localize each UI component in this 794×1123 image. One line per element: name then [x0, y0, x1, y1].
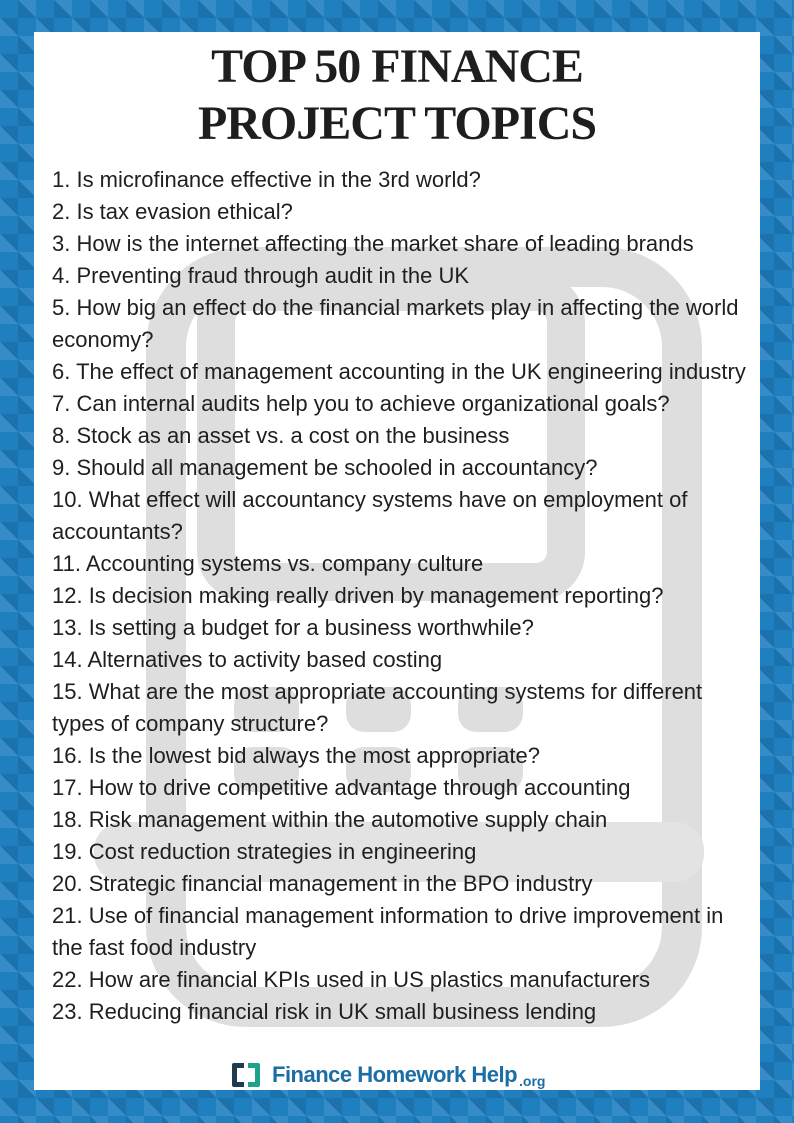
list-item: 3. How is the internet affecting the market share of leading brands: [52, 231, 694, 256]
list-item: 1. Is microfinance effective in the 3rd world?: [52, 167, 481, 192]
list-item: 23. Reducing financial risk in UK small business lending: [52, 999, 597, 1024]
list-item: 12. Is decision making really driven by management reporting?: [52, 583, 664, 608]
brand-name: Finance Homework Help: [272, 1062, 518, 1087]
list-item: 6. The effect of management accounting in the UK engineering industry: [52, 359, 746, 384]
list-item: 5. How big an effect do the financial markets play in affecting the world economy?: [52, 295, 739, 352]
list-item: 10. What effect will accountancy systems have on employment of accountants?: [52, 487, 688, 544]
content-card: [34, 32, 760, 1090]
list-item: 16. Is the lowest bid always the most appropriate?: [52, 743, 540, 768]
list-item: 11. Accounting systems vs. company culture: [52, 551, 484, 576]
list-item: 15. What are the most appropriate accounting systems for different types of company structure?: [52, 679, 703, 736]
list-item: 7. Can internal audits help you to achieve organizational goals?: [52, 391, 670, 416]
list-item: 22. How are financial KPIs used in US plastics manufacturers: [52, 967, 650, 992]
list-item: 14. Alternatives to activity based costing: [52, 647, 443, 672]
topic-list: [52, 164, 752, 1028]
list-item: 18. Risk management within the automotive supply chain: [52, 807, 608, 832]
title-line-1: TOP 50 FINANCE: [211, 40, 583, 93]
list-item: 8. Stock as an asset vs. a cost on the business: [52, 423, 510, 448]
list-item: 20. Strategic financial management in the BPO industry: [52, 871, 593, 896]
list-item: 21. Use of financial management information to drive improvement in the fast food industry: [52, 903, 724, 960]
brand-footer: [230, 1058, 545, 1090]
list-item: 2. Is tax evasion ethical?: [52, 199, 293, 224]
brand-tld: .org: [519, 1073, 546, 1089]
list-item: 9. Should all management be schooled in accountancy?: [52, 455, 598, 480]
list-item: 17. How to drive competitive advantage through accounting: [52, 775, 631, 800]
bracket-logo-icon: [230, 1061, 262, 1089]
list-item: 13. Is setting a budget for a business worthwhile?: [52, 615, 534, 640]
list-item: 4. Preventing fraud through audit in the UK: [52, 263, 470, 288]
page-title: [34, 38, 760, 152]
list-item: 19. Cost reduction strategies in engineering: [52, 839, 477, 864]
title-line-2: PROJECT TOPICS: [197, 97, 597, 150]
brand-logo-text: [272, 1062, 545, 1088]
